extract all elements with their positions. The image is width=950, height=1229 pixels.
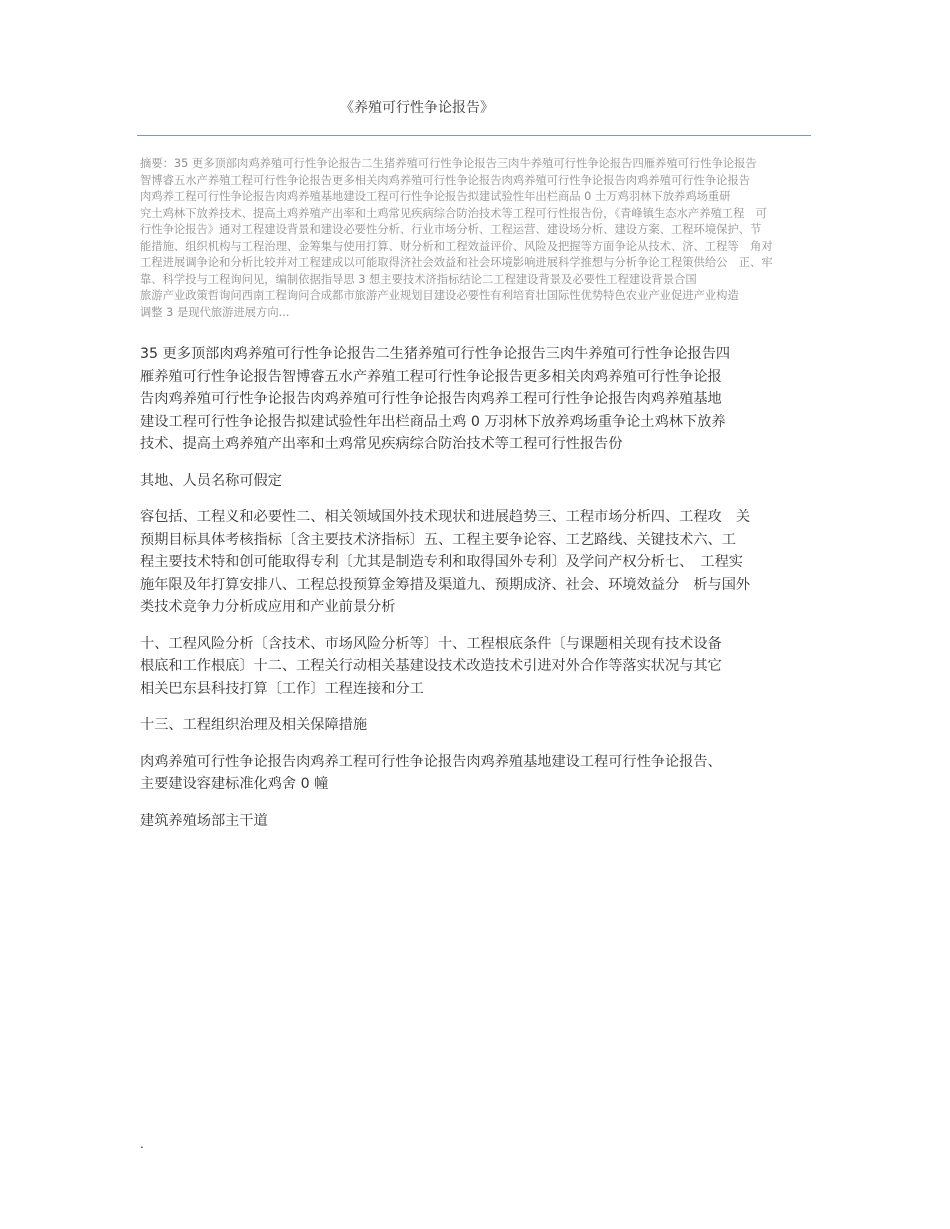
- abstract-line: 行性争论报告》通对工程建设背景和建设必要性分析、行业市场分析、工程运营、建设场分析、建设方案、工程环境保护、节: [140, 223, 762, 236]
- paragraph-line: 雁养殖可行性争论报告智博睿五水产养殖工程可行性争论报告更多相关肉鸡养殖可行性争论报: [140, 368, 722, 385]
- paragraph-line: 35 更多顶部肉鸡养殖可行性争论报告二生猪养殖可行性争论报告三肉牛养殖可行性争论报告四: [140, 346, 731, 362]
- paragraph-names-note: [140, 470, 840, 493]
- paragraph-line: 预期目标具体考核指标〔含主要技术济指标〕五、工程主要争论容、工艺路线、关键技术六、工: [140, 531, 736, 548]
- abstract-line: 能措施、组织机构与工程治理、金筹集与使用打算、财分析和工程效益评价、风险及把握等方面争论从技术、济、工程等 角对: [140, 239, 773, 253]
- abstract-line: 肉鸡养工程可行性争论报告肉鸡养殖基地建设工程可行性争论报告拟建试验性年出栏商品 0 土万鸡羽林下放养鸡场重研: [140, 190, 731, 203]
- paragraph-line: 肉鸡养殖可行性争论报告肉鸡养工程可行性争论报告肉鸡养殖基地建设工程可行性争论报告、: [140, 753, 722, 770]
- document-body: [140, 343, 840, 846]
- paragraph-line: 技术、提高土鸡养殖产出率和土鸡常见疾病综合防治技术等工程可行性报告份: [140, 436, 623, 452]
- paragraph-road: [140, 810, 840, 833]
- paragraph-contents: [140, 506, 840, 619]
- abstract-line: 摘要：35 更多顶部肉鸡养殖可行性争论报告二生猪养殖可行性争论报告三肉牛养殖可行性争论报告四雁养殖可行性争论报告: [140, 157, 757, 170]
- abstract-line: 智博睿五水产养殖工程可行性争论报告更多相关肉鸡养殖可行性争论报告肉鸡养殖可行性争论报告肉鸡养殖可行性争论报告: [140, 173, 751, 187]
- paragraph-risk: [140, 633, 840, 701]
- paragraph-line: 建筑养殖场部主干道: [140, 812, 268, 829]
- abstract-line: 究土鸡林下放养技术、提高土鸡养殖产出率和土鸡常见疾病综合防治技术等工程可行性报告份，《青峰镇生态水产养殖工程 可: [140, 206, 767, 220]
- paragraph-line: 主要建设容建标准化鸡舍 0 幢: [140, 776, 329, 792]
- paragraph-line: 相关巴东县科技打算〔工作〕工程连接和分工: [140, 680, 424, 697]
- paragraph-line: 类技术竞争力分析成应用和产业前景分析: [140, 599, 396, 615]
- paragraph-line: 施年限及年打算安排八、工程总投预算金筹措及渠道九、预期成济、社会、环境效益分 析与国外: [140, 576, 751, 593]
- paragraph-intro: [140, 343, 840, 456]
- paragraph-line: 根底和工作根底〕十二、工程关行动相关基建设技术改造技术引进对外合作等落实状况与其它: [140, 658, 722, 674]
- abstract-block: [140, 156, 866, 321]
- title-divider: [137, 135, 811, 136]
- paragraph-organization: [140, 714, 840, 737]
- paragraph-line: 十三、工程组织治理及相关保障措施: [140, 717, 368, 733]
- paragraph-line: 程主要技术特和创可能取得专利〔尤其是制造专利和取得国外专利〕及学问产权分析七、 工程实: [140, 554, 743, 570]
- paragraph-line: 建设工程可行性争论报告拟建试验性年出栏商品土鸡 0 万羽林下放养鸡场重争论土鸡林下放养: [140, 413, 726, 430]
- document-title: 《养殖可行性争论报告》: [340, 100, 494, 116]
- abstract-line: 调整 3 是现代旅游进展方向...: [140, 305, 290, 319]
- paragraph-line: 容包括、工程义和必要性二、相关领域国外技术现状和进展趋势三、工程市场分析四、工程攻 关: [140, 509, 751, 525]
- paragraph-line: 其地、人员名称可假定: [140, 472, 282, 489]
- abstract-line: 工程进展调争论和分析比较并对工程建成以可能取得济社会效益和社会环境影响进展科学推想与分析争论工程策供给公 正、牢: [140, 256, 773, 269]
- paragraph-line: 告肉鸡养殖可行性争论报告肉鸡养殖可行性争论报告肉鸡养工程可行性争论报告肉鸡养殖基地: [140, 391, 722, 407]
- abstract-line: 旅游产业政策哲询问西南工程询问合成都市旅游产业规划目建设必要性有利培育壮国际性优势特色农业产业促进产业构造: [140, 289, 739, 302]
- footer-mark: .: [140, 1137, 144, 1151]
- abstract-line: 靠、科学投与工程询问见，编制依据指导思 3 想主要技术济指标结论二工程建设背景及必要性工程建设背景合国: [140, 272, 697, 286]
- paragraph-construction: [140, 751, 840, 796]
- paragraph-line: 十、工程风险分析〔含技术、市场风险分析等〕十、工程根底条件〔与课题相关现有技术设备: [140, 635, 722, 652]
